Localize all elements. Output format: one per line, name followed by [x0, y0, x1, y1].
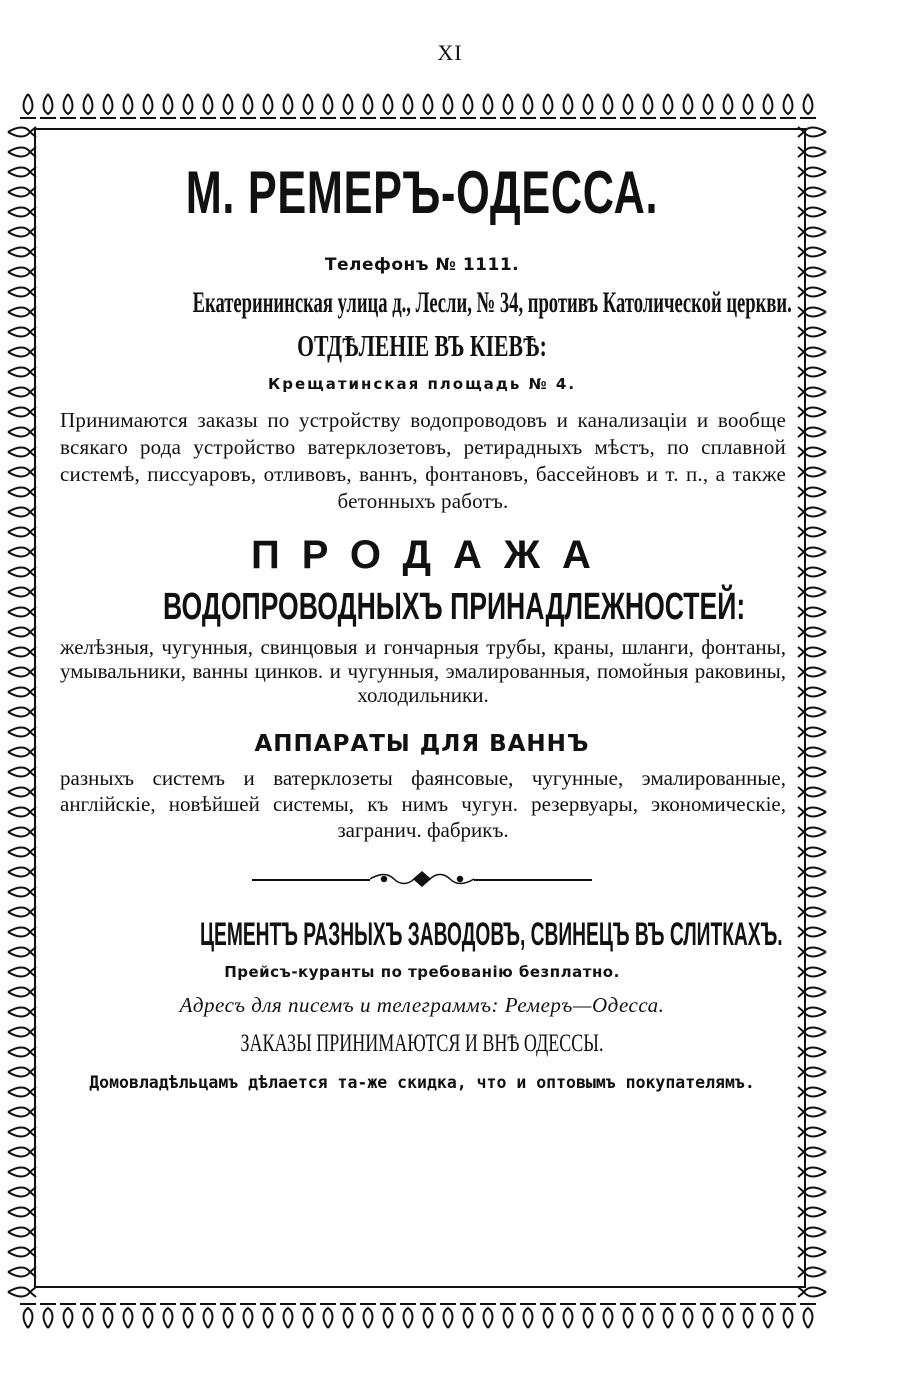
border-scroll [24, 94, 33, 114]
border-scroll [8, 168, 30, 177]
cement-heading: ЦЕМЕНТЪ РАЗНЫХЪ ЗАВОДОВЪ, СВИНЕЦЪ ВЪ СЛИТКАХЪ. [199, 916, 783, 952]
border-scroll [804, 968, 826, 977]
border-scroll [84, 1308, 93, 1328]
border-scroll [8, 888, 30, 897]
border-scroll [804, 368, 826, 377]
border-scroll [464, 1308, 473, 1328]
divider-line-left [252, 879, 370, 881]
border-scroll [804, 588, 826, 597]
border-scroll [224, 94, 233, 114]
border-scroll [804, 648, 826, 657]
border-scroll [804, 1008, 826, 1017]
border-scroll [44, 1308, 53, 1328]
border-scroll [804, 168, 826, 177]
border-scroll [604, 94, 613, 114]
orders-paragraph: Принимаются заказы по устройству водопроводовъ и канализаціи и вообще всякаго рода устройство ватерклозетовъ, ретирадныхъ мѣстъ, по сплавной системѣ, писсуаровъ, отливовъ, ваннъ, фонтановъ, бассейновъ и т. п., а также бетонныхъ работъ. [60, 408, 786, 513]
border-scroll [204, 94, 213, 114]
border-scroll [724, 1308, 733, 1328]
border-scroll [8, 368, 30, 377]
telegram-address: Адресъ для писемъ и телеграммъ: Ремеръ—Одесса. [179, 993, 665, 1017]
border-scroll [364, 1308, 373, 1328]
border-scroll [8, 828, 30, 837]
border-scroll [804, 948, 826, 957]
bath-paragraph: разныхъ системъ и ватерклозеты фаянсовые, чугунные, эмалированные, англійскіе, новѣйшей системы, къ нимъ чугун. резервуары, экономическіе, загранич. фабрикъ. [60, 766, 786, 842]
border-scroll [124, 94, 133, 114]
border-scroll [8, 648, 30, 657]
border-scroll [8, 588, 30, 597]
border-scroll [8, 308, 30, 317]
border-scroll [8, 668, 30, 677]
border-scroll [684, 1308, 693, 1328]
border-scroll [8, 448, 30, 457]
border-scroll [804, 288, 826, 297]
border-scroll [804, 1048, 826, 1057]
border-scroll [504, 94, 513, 114]
border-scroll [804, 508, 826, 517]
border-scroll [8, 568, 30, 577]
border-scroll [624, 94, 633, 114]
border-scroll [8, 1128, 30, 1137]
border-scroll [184, 94, 193, 114]
border-scroll [644, 1308, 653, 1328]
border-scroll [804, 988, 826, 997]
border-scroll [304, 1308, 313, 1328]
border-scroll [804, 448, 826, 457]
border-scroll [424, 94, 433, 114]
border-scroll [804, 1148, 826, 1157]
border-scroll [804, 348, 826, 357]
border-scroll [804, 1088, 826, 1097]
border-scroll [804, 188, 826, 197]
border-scroll [284, 94, 293, 114]
border-scroll [804, 1028, 826, 1037]
border-scroll [484, 94, 493, 114]
border-scroll [804, 788, 826, 797]
border-scroll [704, 94, 713, 114]
border-scroll [8, 1268, 30, 1277]
floral-ornament-icon [370, 869, 474, 889]
divider-line-right [474, 879, 592, 881]
border-scroll [804, 1188, 826, 1197]
border-scroll [184, 1308, 193, 1328]
border-scroll [744, 1308, 753, 1328]
border-scroll [804, 1208, 826, 1217]
border-scroll [804, 308, 826, 317]
border-scroll [344, 94, 353, 114]
border-scroll [8, 1168, 30, 1177]
phone-number: Телефонъ № 1111. [324, 255, 520, 275]
border-scroll [804, 1268, 826, 1277]
border-scroll [804, 94, 813, 114]
border-scroll [8, 1068, 30, 1077]
border-scroll [8, 808, 30, 817]
border-scroll [484, 1308, 493, 1328]
border-scroll [8, 1088, 30, 1097]
border-scroll [524, 1308, 533, 1328]
border-scroll [8, 988, 30, 997]
border-scroll [164, 1308, 173, 1328]
border-scroll [8, 788, 30, 797]
border-scroll [804, 148, 826, 157]
border-scroll [804, 388, 826, 397]
border-scroll [144, 1308, 153, 1328]
border-scroll [544, 1308, 553, 1328]
border-scroll [364, 94, 373, 114]
border-scroll [8, 328, 30, 337]
border-scroll [804, 908, 826, 917]
border-scroll [804, 228, 826, 237]
border-scroll [8, 1188, 30, 1197]
border-scroll [304, 94, 313, 114]
discount-note: Домовладѣльцамъ дѣлается та-же скидка, что и оптовымъ покупателямъ. [89, 1073, 755, 1092]
border-scroll [64, 94, 73, 114]
border-scroll [784, 1308, 793, 1328]
border-scroll [204, 1308, 213, 1328]
border-scroll [564, 1308, 573, 1328]
firm-address: Екатерининская улица д., Лесли, № 34, противъ Католической церкви. [192, 286, 792, 319]
border-scroll [8, 688, 30, 697]
border-scroll [404, 94, 413, 114]
border-scroll [8, 128, 30, 137]
border-scroll [804, 1068, 826, 1077]
border-scroll [264, 1308, 273, 1328]
border-scroll [804, 408, 826, 417]
border-scroll [8, 508, 30, 517]
border-scroll [104, 94, 113, 114]
border-scroll [784, 94, 793, 114]
border-scroll [644, 94, 653, 114]
border-scroll [624, 1308, 633, 1328]
border-scroll [804, 488, 826, 497]
border-scroll [244, 94, 253, 114]
border-scroll [804, 548, 826, 557]
border-scroll [244, 1308, 253, 1328]
pipes-paragraph: желѣзныя, чугунныя, свинцовыя и гончарныя трубы, краны, шланги, фонтаны, умывальники, ванны цинков. и чугунныя, эмалированныя, помойныя раковины, холодильники. [60, 635, 786, 707]
border-scroll [8, 728, 30, 737]
border-scroll [224, 1308, 233, 1328]
border-scroll [804, 668, 826, 677]
border-scroll [804, 248, 826, 257]
border-scroll [424, 1308, 433, 1328]
border-scroll [744, 94, 753, 114]
border-scroll [704, 1308, 713, 1328]
border-scroll [664, 1308, 673, 1328]
border-scroll [8, 468, 30, 477]
border-scroll [804, 708, 826, 717]
border-scroll [524, 94, 533, 114]
border-scroll [8, 188, 30, 197]
border-scroll [404, 1308, 413, 1328]
border-scroll [8, 388, 30, 397]
border-scroll [804, 1108, 826, 1117]
border-scroll [84, 94, 93, 114]
ornament-divider [252, 869, 592, 889]
border-scroll [804, 728, 826, 737]
border-scroll [8, 1288, 30, 1297]
border-scroll [8, 948, 30, 957]
border-scroll [8, 1248, 30, 1257]
border-scroll [64, 1308, 73, 1328]
border-scroll [384, 94, 393, 114]
border-scroll [804, 1308, 813, 1328]
border-scroll [384, 1308, 393, 1328]
border-scroll [804, 328, 826, 337]
firm-title: М. РЕМЕРЪ-ОДЕССА. [185, 159, 659, 226]
border-scroll [8, 408, 30, 417]
border-scroll [804, 568, 826, 577]
border-scroll [8, 528, 30, 537]
page-number: XI [437, 40, 463, 65]
border-scroll [8, 848, 30, 857]
border-scroll [804, 1168, 826, 1177]
sale-heading: ПРОДАЖА [251, 533, 613, 577]
border-scroll [544, 94, 553, 114]
border-scroll [8, 768, 30, 777]
border-scroll [804, 1128, 826, 1137]
border-scroll [24, 1308, 33, 1328]
border-scroll [804, 1248, 826, 1257]
border-scroll [8, 628, 30, 637]
border-scroll [764, 1308, 773, 1328]
border-scroll [564, 94, 573, 114]
border-scroll [444, 1308, 453, 1328]
border-scroll [8, 868, 30, 877]
border-scroll [684, 94, 693, 114]
border-scroll [324, 1308, 333, 1328]
border-scroll [8, 348, 30, 357]
border-scroll [8, 428, 30, 437]
border-scroll [804, 428, 826, 437]
border-scroll [804, 628, 826, 637]
branch-address: Крещатинская площадь № 4. [267, 375, 577, 393]
border-scroll [804, 1288, 826, 1297]
border-scroll [8, 1048, 30, 1057]
bath-heading: АППАРАТЫ ДЛЯ ВАННЪ [254, 731, 590, 757]
border-scroll [804, 268, 826, 277]
border-scroll [804, 608, 826, 617]
border-scroll [8, 268, 30, 277]
border-scroll [804, 688, 826, 697]
border-scroll [164, 94, 173, 114]
border-scroll [8, 228, 30, 237]
border-scroll [804, 868, 826, 877]
border-scroll [8, 288, 30, 297]
border-scroll [124, 1308, 133, 1328]
border-scroll [8, 908, 30, 917]
border-scroll [30, 1287, 36, 1297]
border-scroll [804, 828, 826, 837]
border-scroll [8, 1208, 30, 1217]
border-scroll [284, 1308, 293, 1328]
border-scroll [664, 94, 673, 114]
border-scroll [804, 528, 826, 537]
border-scroll [144, 94, 153, 114]
border-scroll [8, 208, 30, 217]
border-scroll [8, 608, 30, 617]
pricelist-note: Прейсъ-куранты по требованію безплатно. [224, 963, 620, 981]
border-scroll [804, 888, 826, 897]
border-scroll [8, 1148, 30, 1157]
border-scroll [804, 1228, 826, 1237]
advertisement [52, 145, 792, 1094]
border-scroll [264, 94, 273, 114]
border-scroll [804, 768, 826, 777]
border-scroll [8, 248, 30, 257]
border-scroll [324, 94, 333, 114]
border-scroll [8, 1008, 30, 1017]
border-scroll [8, 708, 30, 717]
outside-orders-note: ЗАКАЗЫ ПРИНИМАЮТСЯ И ВНѢ ОДЕССЫ. [240, 1030, 604, 1057]
border-scroll [8, 748, 30, 757]
border-scroll [724, 94, 733, 114]
border-scroll [444, 94, 453, 114]
border-scroll [8, 968, 30, 977]
border-scroll [44, 94, 53, 114]
border-scroll [344, 1308, 353, 1328]
border-scroll [804, 748, 826, 757]
border-scroll [804, 928, 826, 937]
border-scroll [584, 1308, 593, 1328]
border-scroll [104, 1308, 113, 1328]
border-scroll [8, 928, 30, 937]
border-scroll [804, 128, 826, 137]
border-scroll [804, 208, 826, 217]
border-scroll [804, 848, 826, 857]
border-scroll [504, 1308, 513, 1328]
border-scroll [8, 1108, 30, 1117]
border-scroll [584, 94, 593, 114]
border-scroll [8, 1228, 30, 1237]
border-scroll [764, 94, 773, 114]
branch-title: ОТДѢЛЕНІЕ ВЪ КІЕВѢ: [297, 328, 547, 363]
border-scroll [8, 548, 30, 557]
border-scroll [8, 148, 30, 157]
sale-subheading: ВОДОПРОВОДНЫХЪ ПРИНАДЛЕЖНОСТЕЙ: [163, 586, 746, 628]
border-scroll [798, 1287, 804, 1297]
border-scroll [8, 488, 30, 497]
border-scroll [804, 468, 826, 477]
border-scroll [804, 808, 826, 817]
border-scroll [604, 1308, 613, 1328]
border-scroll [464, 94, 473, 114]
border-scroll [8, 1028, 30, 1037]
